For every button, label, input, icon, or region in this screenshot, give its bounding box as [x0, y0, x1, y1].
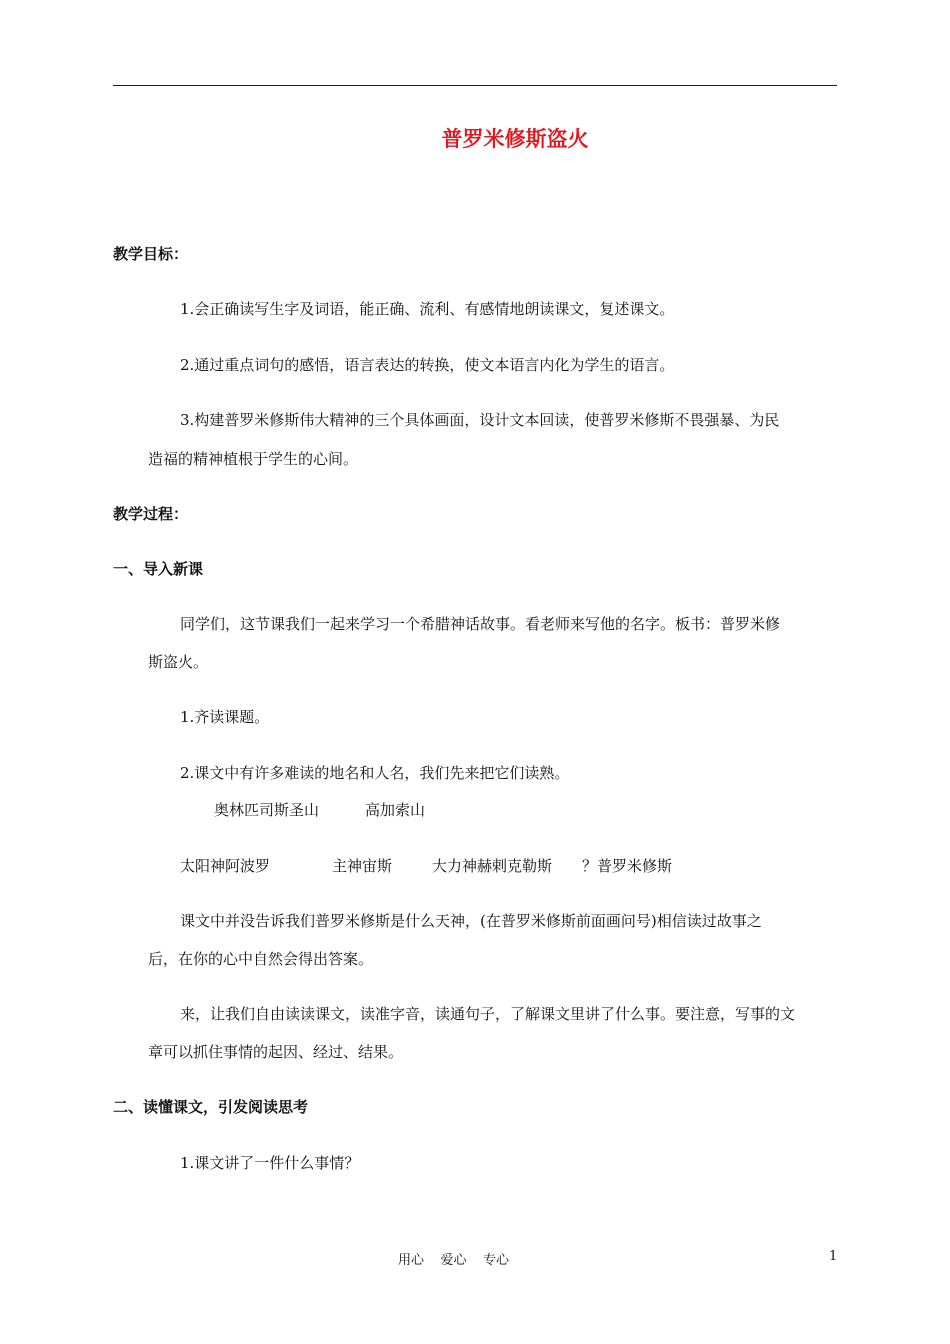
place-name-2: 高加索山: [365, 801, 426, 819]
goal-3-continued: 造福的精神植根于学生的心间。: [148, 450, 359, 468]
header-rule: [113, 85, 837, 86]
part2-heading: 二、读懂课文，引发阅读思考: [113, 1098, 309, 1116]
document-title: 普罗米修斯盗火: [441, 127, 589, 151]
person-name-3: 大力神赫剌克勒斯: [432, 857, 553, 875]
section-heading-goals: 教学目标：: [113, 245, 189, 263]
part1-para2-line1: 来，让我们自由读读课文，读准字音，读通句子，了解课文里讲了什么事。要注意，写事的文: [180, 1005, 796, 1023]
part1-intro-line2: 斯盗火。: [148, 653, 209, 671]
section-heading-process: 教学过程：: [113, 505, 189, 523]
place-name-1: 奥林匹司斯圣山: [214, 801, 320, 819]
part1-para2-line2: 章可以抓住事情的起因、经过、结果。: [148, 1043, 404, 1061]
part1-step2: 2.课文中有许多难读的地名和人名，我们先来把它们读熟。: [180, 764, 570, 782]
goal-3: 3.构建普罗米修斯伟大精神的三个具体画面，设计文本回读，使普罗米修斯不畏强暴、为民: [180, 411, 780, 429]
goal-2: 2.通过重点词句的感悟，语言表达的转换，使文本语言内化为学生的语言。: [180, 356, 675, 374]
person-name-1: 太阳神阿波罗: [180, 857, 271, 875]
part2-question1: 1.课文讲了一件什么事情？: [180, 1154, 360, 1172]
part1-intro-line1: 同学们，这节课我们一起来学习一个希腊神话故事。看老师来写他的名字。板书：普罗米修: [180, 615, 781, 633]
part1-heading: 一、导入新课: [113, 560, 204, 578]
person-name-4: ？普罗米修斯: [582, 857, 673, 875]
person-name-2: 主神宙斯: [332, 857, 393, 875]
part1-para1-line1: 课文中并没告诉我们普罗米修斯是什么天神，(在普罗米修斯前面画问号)相信读过故事之: [180, 912, 762, 930]
part1-step1: 1.齐读课题。: [180, 708, 270, 726]
part1-para1-line2: 后，在你的心中自然会得出答案。: [148, 950, 374, 968]
page-number: 1: [829, 1249, 838, 1264]
footer-motto: 用心 爱心 专心: [398, 1253, 510, 1268]
goal-1: 1.会正确读写生字及词语，能正确、流利、有感情地朗读课文，复述课文。: [180, 300, 675, 318]
